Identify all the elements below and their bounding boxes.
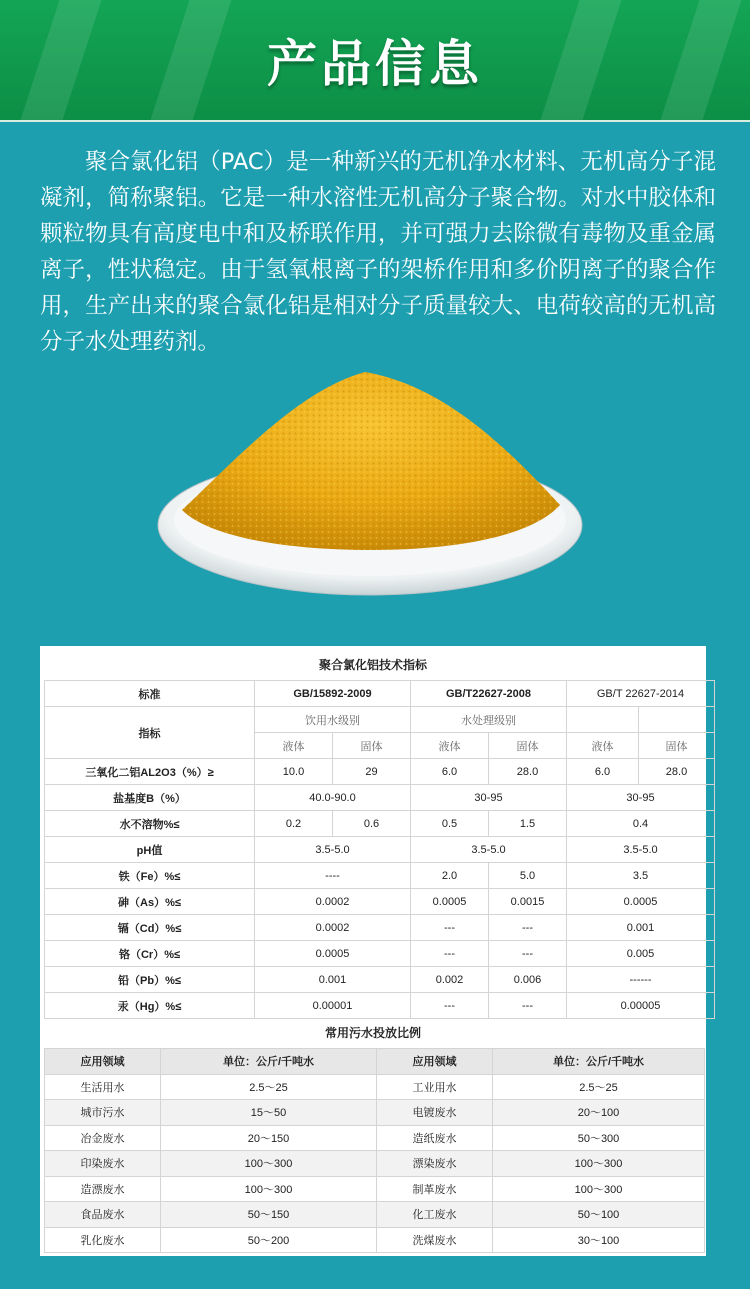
table-cell: --- (411, 941, 489, 967)
table-cell: 液体 (411, 733, 489, 759)
table-cell: 铬（Cr）%≤ (45, 941, 255, 967)
table-cell: 水不溶物%≤ (45, 811, 255, 837)
table-cell: 0.00001 (255, 993, 411, 1019)
table-cell: 0.0015 (489, 889, 567, 915)
table-cell: 30～100 (493, 1227, 705, 1253)
table-cell: 0.001 (255, 967, 411, 993)
table-cell: 镉（Cd）%≤ (45, 915, 255, 941)
table-cell: 造漂废水 (45, 1176, 161, 1202)
ratio-table (44, 1048, 705, 1253)
table-header-cell: 单位：公斤/千吨水 (493, 1049, 705, 1075)
table-cell: 生活用水 (45, 1074, 161, 1100)
table-row (45, 759, 715, 785)
table-cell: 30-95 (567, 785, 715, 811)
table-row (45, 967, 715, 993)
table-header-cell: 应用领域 (45, 1049, 161, 1075)
table-cell: 50～100 (493, 1202, 705, 1228)
table-cell: 固体 (639, 733, 715, 759)
table-cell: GB/T 22627-2014 (567, 681, 715, 707)
table-cell: 0.005 (567, 941, 715, 967)
table-cell: 印染废水 (45, 1151, 161, 1177)
table-cell: --- (489, 993, 567, 1019)
table-cell: 2.0 (411, 863, 489, 889)
table-cell: 0.0002 (255, 915, 411, 941)
table-row (45, 1176, 705, 1202)
product-description: 聚合氯化铝（PAC）是一种新兴的无机净水材料、无机高分子混凝剂，简称聚铝。它是一种水溶性无机高分子聚合物。对水中胶体和颗粒物具有高度电中和及桥联作用，并可强力去除微有毒物及重金属离子，性状稳定。由于氢氧根离子的架桥作用和多价阴离子的聚合作用，生产出来的聚合氯化铝是相对分子质量较大、电荷较高的无机高分子水处理药剂。 (40, 149, 716, 355)
table-row (45, 1049, 705, 1075)
table-cell: 0.006 (489, 967, 567, 993)
table-cell: 工业用水 (377, 1074, 493, 1100)
table-cell: 0.4 (567, 811, 715, 837)
table-cell: 液体 (567, 733, 639, 759)
table-cell: 0.0002 (255, 889, 411, 915)
table-cell: 城市污水 (45, 1100, 161, 1126)
table-cell: 标准 (45, 681, 255, 707)
table-cell: --- (411, 993, 489, 1019)
table-row (45, 889, 715, 915)
page-title: 产品信息 (267, 35, 483, 93)
table-row (45, 837, 715, 863)
table-cell: 5.0 (489, 863, 567, 889)
table-cell: 0.001 (567, 915, 715, 941)
table-cell: 造纸废水 (377, 1125, 493, 1151)
table-cell: 28.0 (489, 759, 567, 785)
table-row (45, 707, 715, 733)
table-cell: 饮用水级别 (255, 707, 411, 733)
table-cell: 水处理级别 (411, 707, 567, 733)
table-cell: 三氧化二铝AL2O3（%）≥ (45, 759, 255, 785)
table-cell: 28.0 (639, 759, 715, 785)
table-cell: 0.0005 (255, 941, 411, 967)
table-row (45, 681, 715, 707)
table-cell: 0.00005 (567, 993, 715, 1019)
product-photo (150, 360, 600, 610)
table-cell: 0.002 (411, 967, 489, 993)
table-row (45, 1202, 705, 1228)
table-row (45, 863, 715, 889)
table-cell: 漂染废水 (377, 1151, 493, 1177)
table-cell: 6.0 (411, 759, 489, 785)
table-row (45, 993, 715, 1019)
table-cell: 100～300 (493, 1151, 705, 1177)
table-cell: --- (411, 915, 489, 941)
table-cell: 50～300 (493, 1125, 705, 1151)
ratio-table-title: 常用污水投放比例 (324, 1026, 421, 1040)
table-cell: 10.0 (255, 759, 333, 785)
table-row (45, 1151, 705, 1177)
table-cell: ---- (255, 863, 411, 889)
table-cell: 3.5-5.0 (255, 837, 411, 863)
table-cell: 液体 (255, 733, 333, 759)
table-cell: 食品废水 (45, 1202, 161, 1228)
table-cell: 制革废水 (377, 1176, 493, 1202)
table-cell: 冶金废水 (45, 1125, 161, 1151)
table-cell: 6.0 (567, 759, 639, 785)
table-cell: 固体 (333, 733, 411, 759)
table-header-cell: 单位：公斤/千吨水 (161, 1049, 377, 1075)
data-sheet (40, 646, 706, 1256)
table-cell: 铅（Pb）%≤ (45, 967, 255, 993)
table-cell: 0.5 (411, 811, 489, 837)
table-cell: 洗煤废水 (377, 1227, 493, 1253)
table-cell: 化工废水 (377, 1202, 493, 1228)
table-cell: 汞（Hg）%≤ (45, 993, 255, 1019)
table-cell: 乳化废水 (45, 1227, 161, 1253)
table-cell: 100～300 (493, 1176, 705, 1202)
table-cell: 40.0-90.0 (255, 785, 411, 811)
table-row (45, 1125, 705, 1151)
table-cell: 电镀废水 (377, 1100, 493, 1126)
spec-table (44, 680, 715, 1019)
table-cell: 指标 (45, 707, 255, 759)
table-cell: 3.5 (567, 863, 715, 889)
table-cell: 砷（As）%≤ (45, 889, 255, 915)
table-cell: 15～50 (161, 1100, 377, 1126)
table-cell (639, 707, 715, 733)
table-cell: 30-95 (411, 785, 567, 811)
table-cell: 0.6 (333, 811, 411, 837)
table-header-cell: 应用领域 (377, 1049, 493, 1075)
table-cell: 20～150 (161, 1125, 377, 1151)
table-cell: 0.0005 (567, 889, 715, 915)
table-cell: 50～150 (161, 1202, 377, 1228)
table-cell: 3.5-5.0 (567, 837, 715, 863)
table-cell: pH值 (45, 837, 255, 863)
table-row (45, 785, 715, 811)
table-cell: 0.2 (255, 811, 333, 837)
table-cell: 盐基度B（%） (45, 785, 255, 811)
table-cell (567, 707, 639, 733)
table-row (45, 1100, 705, 1126)
table-cell: --- (489, 915, 567, 941)
table-row (45, 1074, 705, 1100)
title-banner (0, 0, 750, 122)
table-cell: ------ (567, 967, 715, 993)
table-row (45, 1227, 705, 1253)
table-cell: 铁（Fe）%≤ (45, 863, 255, 889)
table-cell: 2.5～25 (161, 1074, 377, 1100)
table-cell: GB/T22627-2008 (411, 681, 567, 707)
table-cell: 100～300 (161, 1151, 377, 1177)
table-row (45, 941, 715, 967)
table-cell: GB/15892-2009 (255, 681, 411, 707)
table-row (45, 915, 715, 941)
table-cell: 1.5 (489, 811, 567, 837)
table-cell: 0.0005 (411, 889, 489, 915)
table-cell: --- (489, 941, 567, 967)
table-cell: 29 (333, 759, 411, 785)
spec-table-title: 聚合氯化铝技术指标 (318, 658, 427, 672)
table-row (45, 811, 715, 837)
table-cell: 3.5-5.0 (411, 837, 567, 863)
table-cell: 20～100 (493, 1100, 705, 1126)
table-cell: 固体 (489, 733, 567, 759)
table-cell: 2.5～25 (493, 1074, 705, 1100)
table-cell: 50～200 (161, 1227, 377, 1253)
table-cell: 100～300 (161, 1176, 377, 1202)
